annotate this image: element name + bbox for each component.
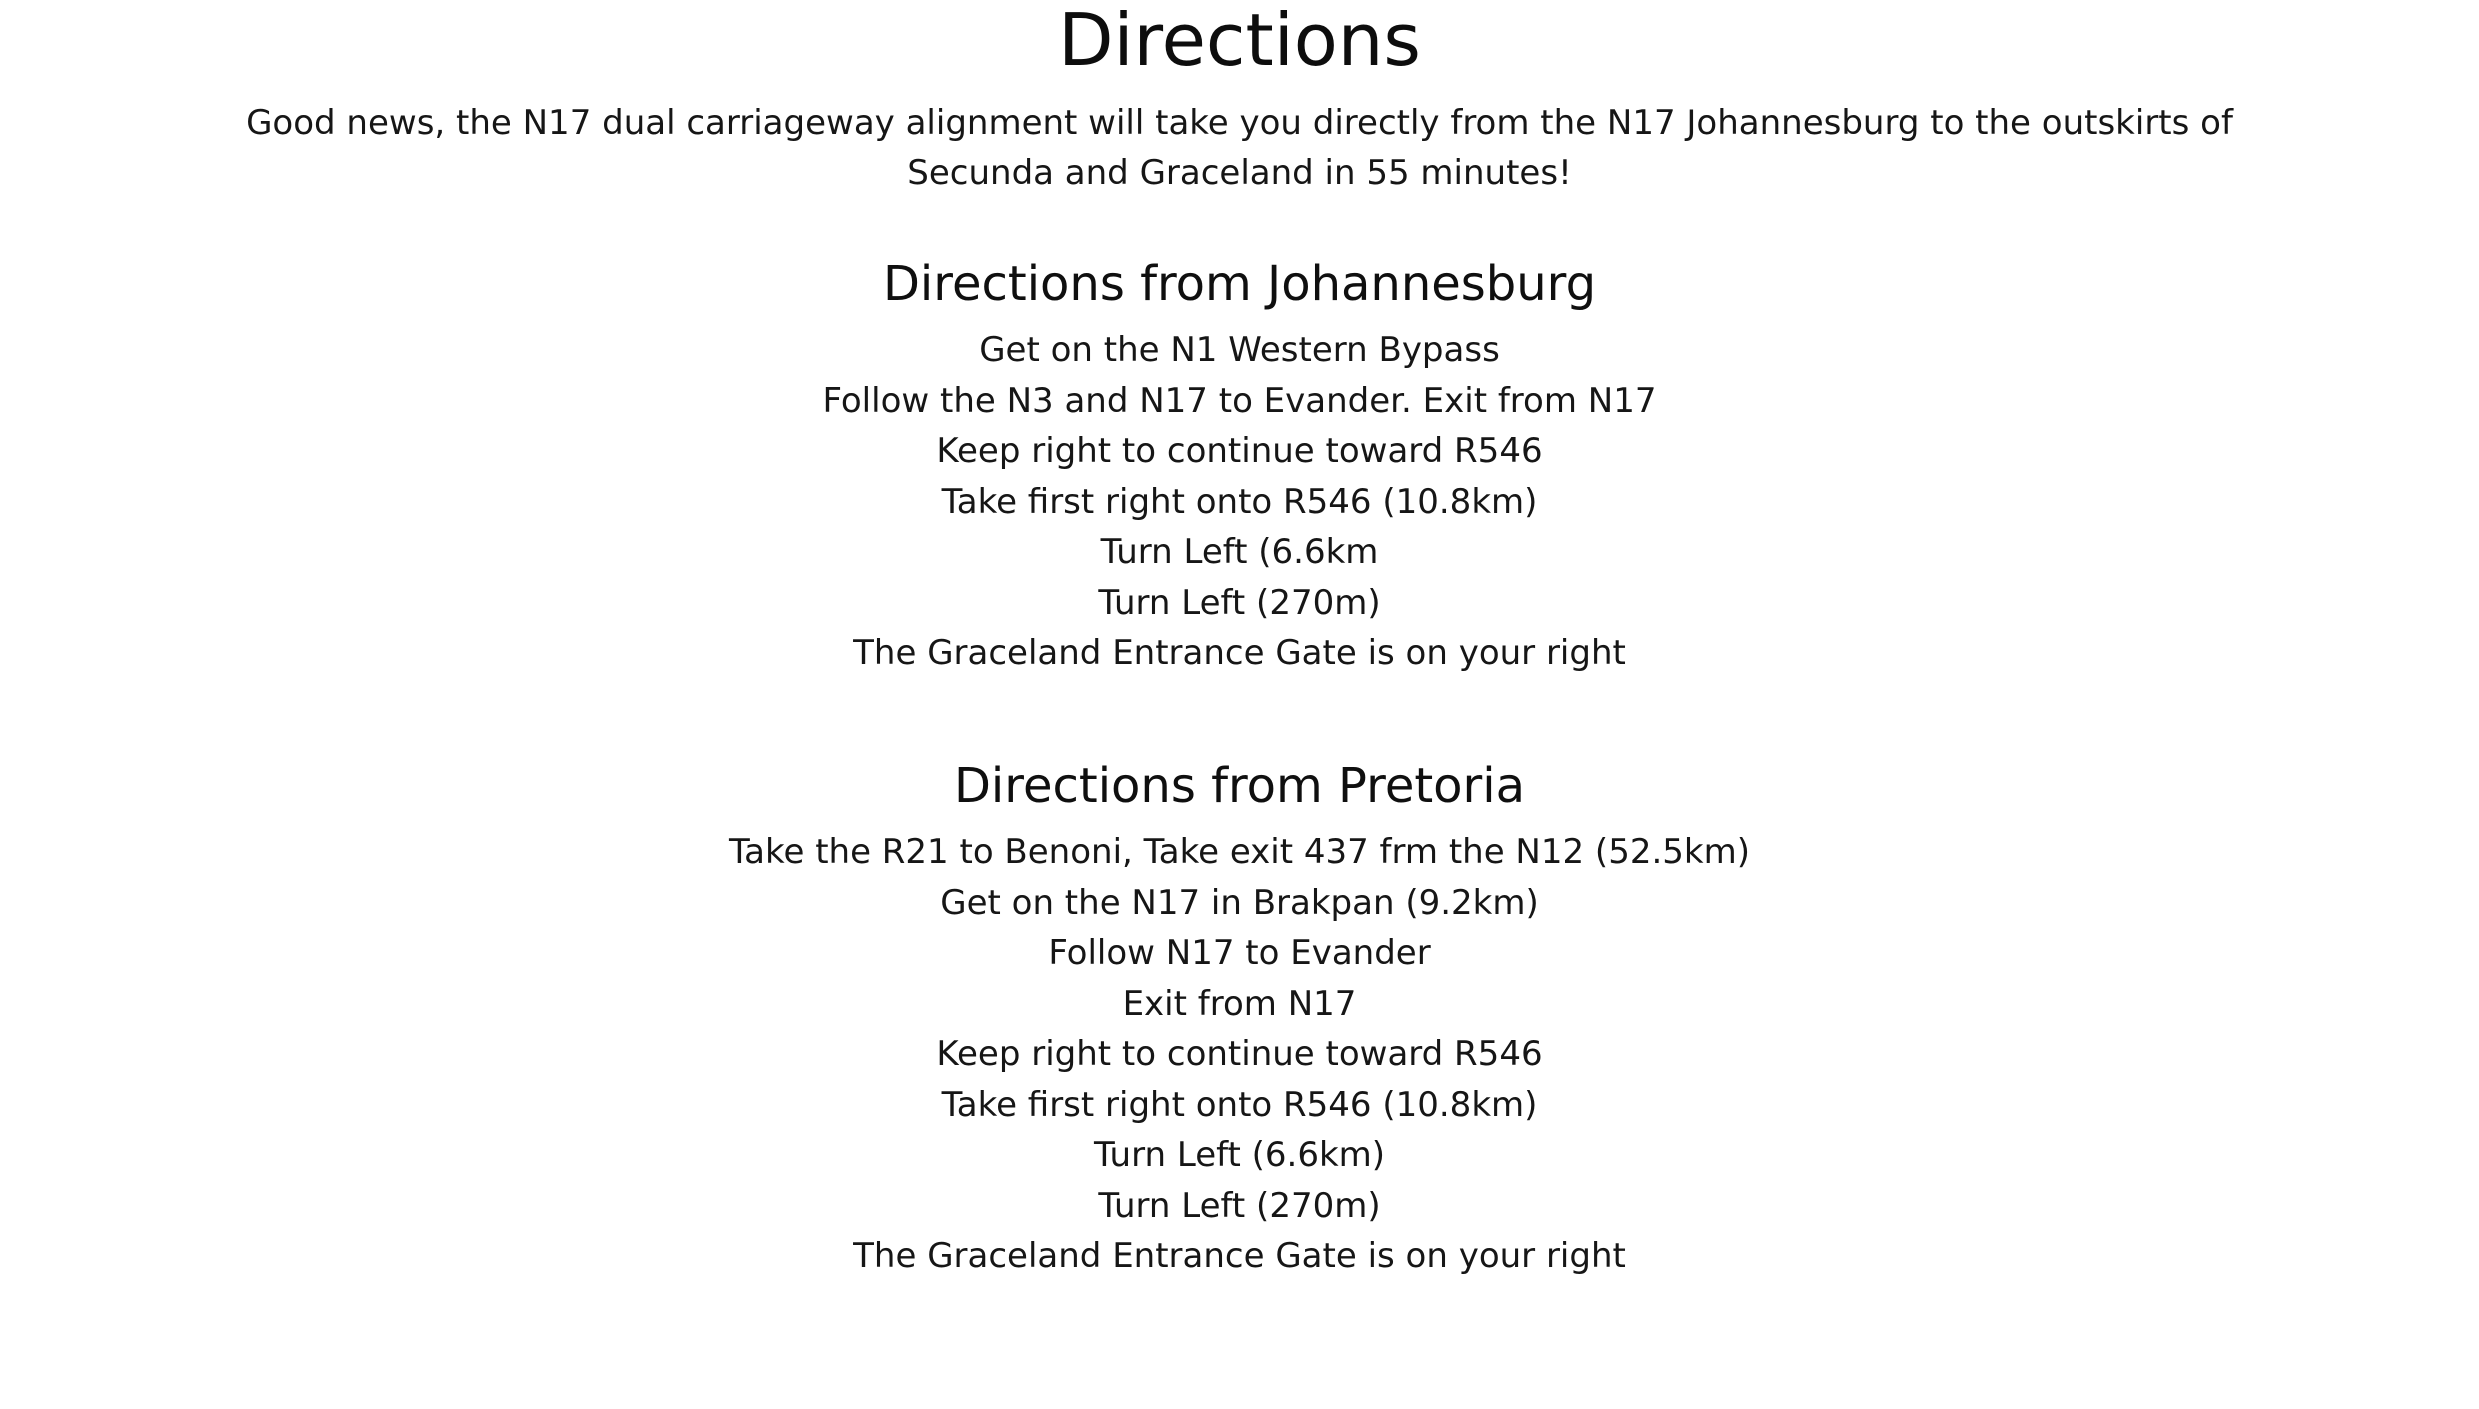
direction-step: Keep right to continue toward R546 — [936, 431, 1543, 471]
direction-step: Keep right to continue toward R546 — [936, 1034, 1543, 1074]
direction-step: Turn Left (270m) — [1098, 1185, 1381, 1226]
direction-step: Take first right onto R546 (10.8km) — [941, 1084, 1538, 1125]
section-title-pretoria: Directions from Pretoria — [953, 758, 1526, 814]
direction-step: Follow N17 to Evander — [1048, 933, 1431, 973]
direction-step: Follow the N3 and N17 to Evander. Exit from N17 — [822, 380, 1657, 421]
direction-step: The Graceland Entrance Gate is on your right — [853, 1236, 1626, 1276]
direction-step: The Graceland Entrance Gate is on your right — [853, 633, 1626, 673]
direction-step: Take the R21 to Benoni, Take exit 437 frm the N12 (52.5km) — [729, 832, 1750, 872]
direction-step: Turn Left (6.6km — [1100, 532, 1379, 572]
direction-step: Get on the N1 Western Bypass — [979, 330, 1500, 370]
intro-text: Good news, the N17 dual carriageway alignment will take you directly from the N17 Johannesburg to the outskirts of Secunda and Graceland in 55 minutes! — [246, 103, 2233, 193]
direction-step: Get on the N17 in Brakpan (9.2km) — [940, 882, 1539, 923]
page-title: Directions — [1058, 0, 1421, 82]
directions-list-pretoria — [0, 827, 2479, 1282]
section-title-johannesburg: Directions from Johannesburg — [882, 256, 1597, 312]
direction-step: Take first right onto R546 (10.8km) — [941, 481, 1538, 522]
direction-step: Exit from N17 — [1122, 983, 1357, 1024]
direction-step: Turn Left (270m) — [1098, 582, 1381, 623]
directions-list-johannesburg — [0, 325, 2479, 679]
direction-step: Turn Left (6.6km) — [1093, 1135, 1386, 1175]
